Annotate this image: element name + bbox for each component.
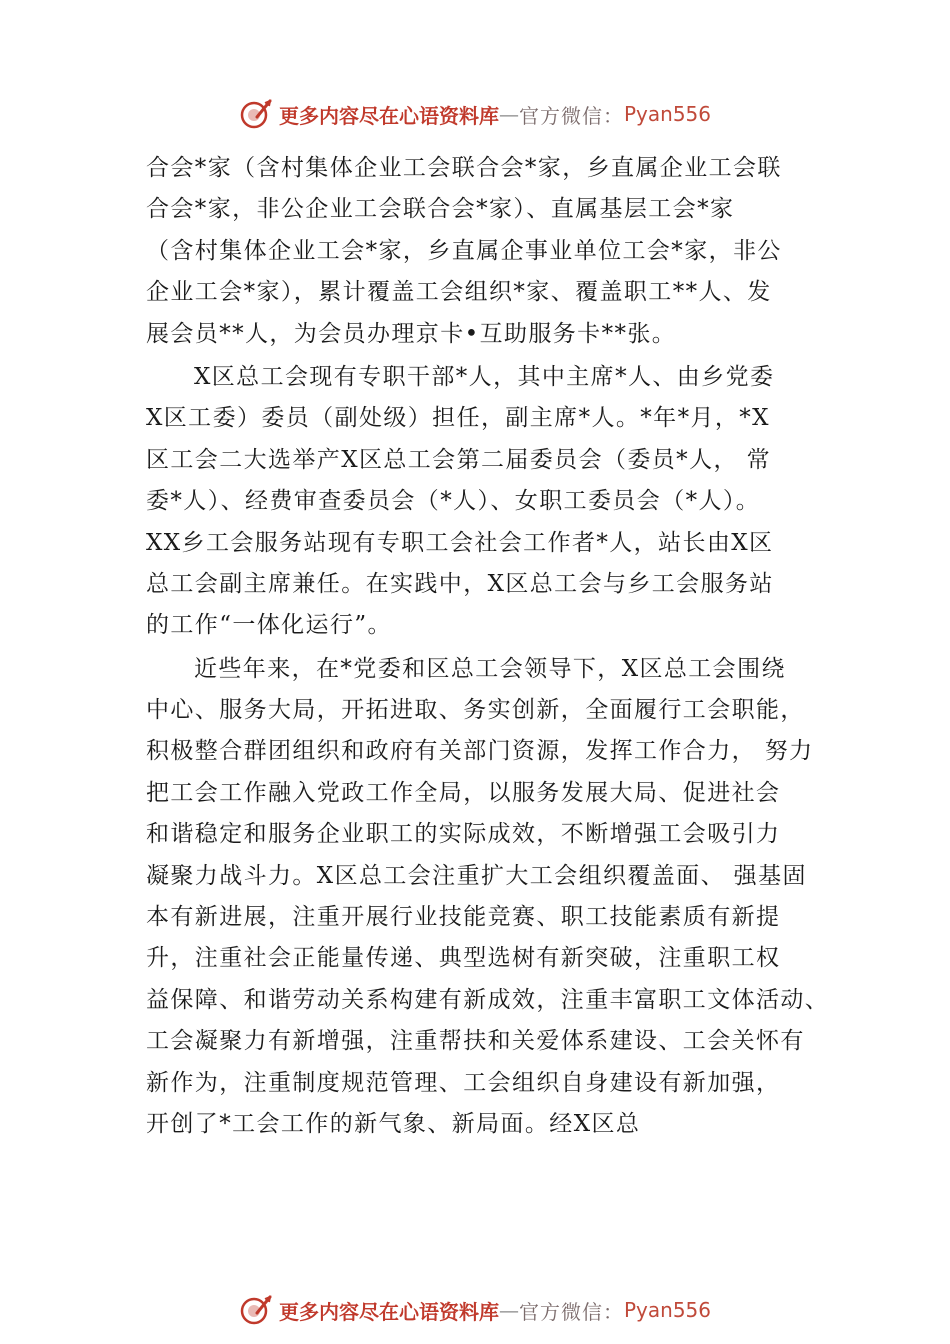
text-line: 本有新进展，注重开展行业技能竞赛、职工技能素质有新提 [146,904,781,931]
brand-logo-icon [239,1293,273,1327]
text-line: 凝聚力战斗力。X区总工会注重扩大工会组织覆盖面、 强基固 [146,862,807,889]
text-line: 合会*家，非公企业工会联合会*家）、直属基层工会*家 [146,196,735,223]
text-line: 的工作“一体化运行”。 [146,612,392,639]
text-line: 企业工会*家），累计覆盖工会组织*家、覆盖职工**人、发 [146,279,772,306]
paragraph-1 [146,148,846,355]
text-line: 把工会工作融入党政工作全局，以服务发展大局、促进社会 [146,779,781,806]
banner-wechat-label: 官方微信： [518,103,624,128]
text-line: 积极整合群团组织和政府有关部门资源，发挥工作合力， 努力 [146,738,814,765]
header-banner [0,94,950,134]
text-line: 和谐稳定和服务企业职工的实际成效，不断增强工会吸引力 [146,821,781,848]
text-line: 益保障、和谐劳动关系构建有新成效，注重丰富职工文体活动、 [146,986,830,1013]
text-line: 展会员**人，为会员办理京卡•互助服务卡**张。 [146,320,677,347]
document-body [146,148,846,1145]
banner-dash: — [498,1298,519,1322]
text-line: X区总工会现有专职干部*人，其中主席*人、由乡党委 [194,363,775,390]
banner-brand-text: 更多内容尽在心语资料库 [278,1299,499,1324]
banner-wechat-label: 官方微信： [518,1299,624,1324]
text-line: 区工会二大选举产X区总工会第二届委员会（委员*人， 常 [146,446,771,473]
banner-dash: — [498,102,519,126]
text-line: 近些年来，在*党委和区总工会领导下，X区总工会围绕 [194,655,786,682]
text-line: XX乡工会服务站现有专职工会社会工作者*人，站长由X区 [146,529,774,556]
footer-banner [0,1290,950,1330]
brand-logo-icon [239,97,273,131]
paragraph-2 [146,357,846,647]
text-line: X区工委）委员（副处级）担任，副主席*人。*年*月，*X [146,405,770,432]
banner-wechat-id: Pyan556 [623,102,711,126]
text-line: 总工会副主席兼任。在实践中，X区总工会与乡工会服务站 [146,570,774,597]
text-line: 新作为，注重制度规范管理、工会组织自身建设有新加强， [146,1069,781,1096]
text-line: 开创了*工会工作的新气象、新局面。经X区总 [146,1110,641,1137]
text-line: 工会凝聚力有新增强，注重帮扶和关爱体系建设、工会关怀有 [146,1028,805,1055]
text-line: 合会*家（含村集体企业工会联合会*家，乡直属企业工会联 [146,155,782,181]
paragraph-3 [146,649,846,1146]
text-line: （含村集体企业工会*家，乡直属企事业单位工会*家，非公 [146,237,782,264]
banner-brand-text: 更多内容尽在心语资料库 [278,103,499,128]
text-line: 委*人）、经费审查委员会（*人）、女职工委员会（*人）。 [146,488,761,515]
text-line: 升，注重社会正能量传递、典型选树有新突破，注重职工权 [146,945,781,972]
banner-wechat-id: Pyan556 [623,1298,711,1322]
text-line: 中心、服务大局，开拓进取、务实创新，全面履行工会职能， [146,697,805,724]
